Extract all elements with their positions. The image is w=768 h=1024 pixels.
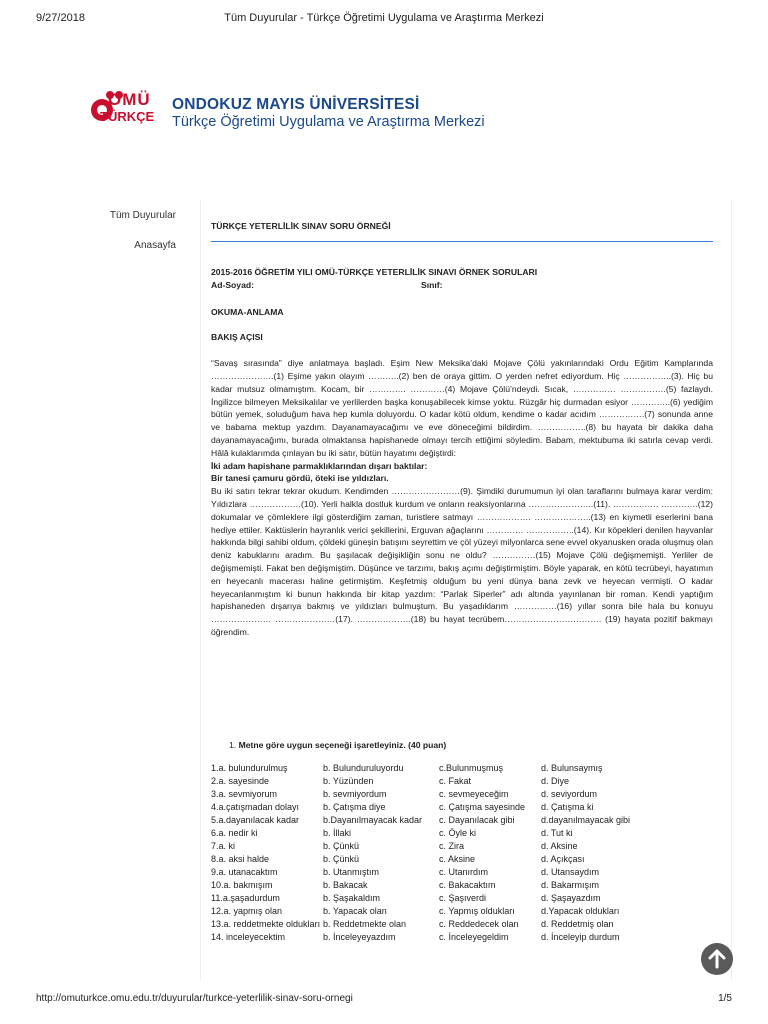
answer-option[interactable]: d. Bulunsaymış	[541, 762, 603, 773]
answer-row	[211, 931, 713, 944]
answer-option[interactable]: 1.a. bulundurulmuş	[211, 762, 288, 773]
print-header	[36, 12, 732, 28]
quote-line-2: Bir tanesi çamuru gördü, öteki ise yıldızları.	[211, 473, 389, 484]
answer-option[interactable]: c. Aksine	[439, 853, 476, 864]
answer-option[interactable]: 4.a.çatışmadan dolayı	[211, 801, 300, 812]
answer-option[interactable]: d.dayanılmayacak gibi	[541, 814, 631, 825]
answer-option[interactable]: c. Zira	[439, 840, 465, 851]
answer-option[interactable]: d. Diye	[541, 775, 570, 786]
answer-option[interactable]: 3.a. sevmiyorum	[211, 788, 278, 799]
answer-row	[211, 892, 713, 905]
answer-row	[211, 866, 713, 879]
answer-option[interactable]: b. Bulunduruluyordu	[323, 762, 404, 773]
answer-row	[211, 879, 713, 892]
answer-option[interactable]: 14. inceleyecektim	[211, 931, 286, 942]
center-name: Türkçe Öğretimi Uygulama ve Araştırma Merkezi	[172, 114, 485, 130]
reading-text	[211, 357, 713, 639]
answer-option[interactable]: 6.a. nedir ki	[211, 827, 258, 838]
story-title: BAKIŞ AÇISI	[211, 332, 263, 343]
title-divider	[211, 241, 713, 242]
print-date: 9/27/2018	[36, 12, 85, 24]
question-text: Metne göre uygun seçeneği işaretleyiniz. (40 puan)	[238, 739, 447, 750]
answer-option[interactable]: c. Yapmış oldukları	[439, 905, 515, 916]
print-footer	[36, 993, 732, 1009]
answer-option[interactable]: d. Reddetmiş olan	[541, 918, 614, 929]
answer-option[interactable]: b. Utanmıştım	[323, 866, 380, 877]
answer-option[interactable]: 12.a. yapmış olan	[211, 905, 283, 916]
answer-row	[211, 788, 713, 801]
answer-option[interactable]: c. Öyle ki	[439, 827, 477, 838]
sidebar-item-anasayfa[interactable]: Anasayfa	[134, 240, 176, 251]
logo-text-omu: OMÜ	[108, 90, 151, 109]
answer-option[interactable]: b. Şaşakaldım	[323, 892, 381, 903]
class-label: Sınıf:	[421, 279, 443, 290]
answer-option[interactable]: b. Yüzünden	[323, 775, 374, 786]
university-name: ONDOKUZ MAYIS ÜNİVERSİTESİ	[172, 96, 420, 113]
answer-option[interactable]: b.Dayanılmayacak kadar	[323, 814, 423, 825]
sidebar-item-tum-duyurular[interactable]: Tüm Duyurular	[109, 210, 176, 221]
post-content	[211, 220, 713, 944]
answer-row	[211, 827, 713, 840]
answer-option[interactable]: 10.a. bakmışım	[211, 879, 273, 890]
answer-option[interactable]: d.Yapacak oldukları	[541, 905, 620, 916]
answer-option[interactable]: b. Yapacak olan	[323, 905, 387, 916]
question-number: 1.	[229, 739, 237, 750]
answer-option[interactable]: d. Tut ki	[541, 827, 573, 838]
answer-option[interactable]: b. sevmiyordum	[323, 788, 387, 799]
answer-option[interactable]: b. Çünkü	[323, 853, 360, 864]
print-page-number: 1/5	[718, 993, 732, 1004]
answer-row	[211, 918, 713, 931]
answer-option[interactable]: b. İllaki	[323, 827, 352, 838]
answer-option[interactable]: 2.a. sayesinde	[211, 775, 270, 786]
answer-row	[211, 905, 713, 918]
answer-option[interactable]: 13.a. reddetmekte oldukları	[211, 918, 321, 929]
answer-option[interactable]: 9.a. utanacaktım	[211, 866, 278, 877]
answer-row	[211, 762, 713, 775]
answer-option[interactable]: c.Bulunmuşmuş	[439, 762, 504, 773]
answer-option[interactable]: c. Fakat	[439, 775, 472, 786]
paragraph-1: “Savaş sırasında” diye anlatmaya başladı. Eşim New Meksika’daki Mojave Çölü yakınlarındaki Ordu Eğitim Kamplarında ………………….(1) Eşime yakın olayım ………..(2) ben de oraya gittim. O yerden nefret ediyordum. Hiç ……………..(3). Hiç bu kadar mutsuz olmamıştım. Kocam, bir …………. …………(4) Mojave Çölü’ndeydi. Sıcak, …………… …………….(5) fazlaydı. İngilizce bilmeyen Meksikalılar ve yerlilerden başka konuşabilecek kimse yoktu. Rüzgâr hiç durmadan esiyor …………..(6) yediğim bütün yemek, soluduğum hava hep kumla doluyordu. O kadar kötü oldum, kendime o kadar acıdım …………….(7) sonunda anne ve babama mektup yazdım. Dayanamayacağımı ve eve döneceğimi bildirdim. ……………..(8) bu hayata bir dakika daha dayanamayacağımı, burada olmaktansa hapishanede olmayı tercih ettiğimi söyledim. Babam, mektubuma iki satırla cevap verdi. Hâlâ kulaklarımda çınlayan bu iki satır, bütün hayatımı değiştirdi:	[211, 358, 713, 458]
answer-option[interactable]: b. Çatışma diye	[323, 801, 386, 812]
answer-option[interactable]: 7.a. ki	[211, 840, 236, 851]
exam-title: 2015-2016 ÖĞRETİM YILI OMÜ-TÜRKÇE YETERLİLİK SINAVI ÖRNEK SORULARI	[211, 266, 538, 277]
answer-option[interactable]: d. İnceleyip durdum	[541, 931, 620, 942]
answer-option[interactable]: c. Şaşıverdi	[439, 892, 487, 903]
answer-option[interactable]: d. seviyordum	[541, 788, 598, 799]
answer-option[interactable]: b. İnceleyeyazdım	[323, 931, 396, 942]
answer-option[interactable]: 5.a.dayanılacak kadar	[211, 814, 300, 825]
name-label: Ad-Soyad:	[211, 279, 254, 290]
answer-options	[211, 762, 713, 944]
answer-option[interactable]: c. Utanırdım	[439, 866, 489, 877]
answer-option[interactable]: d. Açıkçası	[541, 853, 585, 864]
quote-line-1: İki adam hapishane parmaklıklarından dışarı baktılar:	[211, 460, 428, 471]
paragraph-2: Bu iki satırı tekrar tekrar okudum. Kendimden ……………………(9). Şimdiki durumumun iyi olan taraflarını bulmaya karar verdim: Yıldızlara ………………(10). Yerli halkla dostluk kurdum ve onların reaksiyonlarına …………………..(11). ……………. ………….(12) dokumalar ve çömleklere ilgi gösterdiğim zaman, turistlere satmayı ………………. ………………..(13) en kıymetli eserlerini bana hediye ettiler. Kaktüslerin hayranlık verici şekillerini, Erguvan ağaçlarını …………. ……………..(14). Kır köpekleri denilen hayvanlar hakkında bilgi sahibi oldum, çöldeki güneşin batışını seyrettim ve çöl yüzeyi milyonlarca sene evvel okyanusken orada oluşmuş olan deniz kabuklarını aradım. Bu şaşılacak değişikliğin sonu ne oldu? ……………(15) Mojave Çölü değişmemişti. Yerliler de değişmemişti. Fakat ben değişmiştim. Düşünce ve tarzımı, bakış açımı değiştirmiştim. Böyle yaparak, en kötü tecrübeyi, hayatımın en heyecanlı macerası haline getirmiştim. Keşfetmiş olduğum bu yeni dünya bana zevk ve heyecan vermişti. O kadar heyecanlanmıştım ki bunun hakkında bir kitap yazdım: “Parlak Siperler” adı altında yayınlanan bir roman. Kendi yaptığım hapishaneden dışarıya bakmış ve yıldızları bulmuştum. Bu yaşadıklarım ……………(16) yıllar sonra bile hala bu konuyu ………………… …………………(17). ……………….(18) bu hayat tecrübem……………………………. (19) hayata pozitif bakmayı öğrendim.	[211, 486, 713, 637]
answer-option[interactable]: b. Reddetmekte olan	[323, 918, 407, 929]
post-title: TÜRKÇE YETERLİLİK SINAV SORU ÖRNEĞİ	[211, 221, 391, 231]
student-info-row	[211, 279, 713, 292]
answer-row	[211, 853, 713, 866]
print-page-title: Tüm Duyurular - Türkçe Öğretimi Uygulama ve Araştırma Merkezi	[224, 12, 544, 24]
omu-turkce-logo[interactable]	[88, 86, 170, 136]
section-title: OKUMA-ANLAMA	[211, 306, 284, 317]
answer-option[interactable]: d. Şaşayazdım	[541, 892, 601, 903]
answer-option[interactable]: c. Dayanılacak gibi	[439, 814, 515, 825]
answer-option[interactable]: d. Aksine	[541, 840, 578, 851]
answer-row	[211, 801, 713, 814]
answer-option[interactable]: c. Reddedecek olan	[439, 918, 519, 929]
answer-option[interactable]: d. Çatışma ki	[541, 801, 594, 812]
answer-option[interactable]: c. Bakacaktım	[439, 879, 496, 890]
scroll-to-top-button[interactable]	[701, 943, 733, 975]
answer-option[interactable]: 11.a.şaşadurdum	[211, 892, 280, 903]
answer-option[interactable]: b. Çünkü	[323, 840, 360, 851]
answer-option[interactable]: d. Utansaydım	[541, 866, 600, 877]
answer-option[interactable]: c. İnceleyegeldim	[439, 931, 509, 942]
answer-row	[211, 775, 713, 788]
print-url: http://omuturkce.omu.edu.tr/duyurular/turkce-yeterlilik-sinav-soru-ornegi	[36, 993, 353, 1004]
answer-option[interactable]: 8.a. aksi halde	[211, 853, 270, 864]
question-heading	[211, 739, 713, 752]
arrow-up-circle-icon	[701, 943, 733, 975]
answer-option[interactable]: d. Bakarmışım	[541, 879, 600, 890]
answer-row	[211, 840, 713, 853]
logo-text-turkce: TÜRKÇE	[100, 109, 155, 124]
answer-option[interactable]: b. Bakacak	[323, 879, 368, 890]
answer-option[interactable]: c. sevmeyeceğim	[439, 788, 509, 799]
answer-row	[211, 814, 713, 827]
sidebar-nav	[110, 210, 176, 256]
answer-option[interactable]: c. Çatışma sayesinde	[439, 801, 526, 812]
